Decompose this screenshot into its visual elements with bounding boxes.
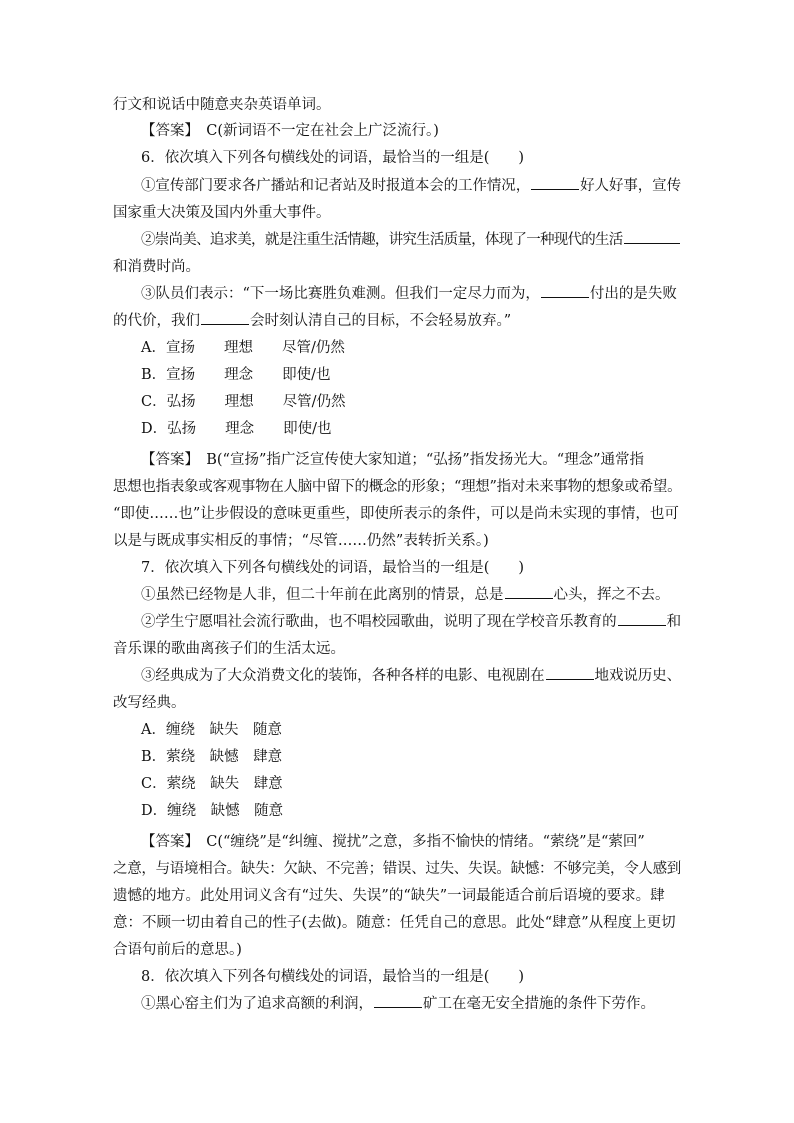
text-line: 思想也指表象或客观事物在人脑中留下的概念的形象；“理想”指对未来事物的想象或希望。 [113,479,682,495]
answer-line: 【答案】 B(“宣扬”指广泛宣传使大家知道；“弘扬”指发扬光大。“理念”通常指 [141,452,645,468]
option-c: C．弘扬 理想 尽管/仍然 [141,394,346,410]
text-line: 合语句前后的意思。) [113,942,242,958]
text-line: 的代价，我们 会时刻认清自己的目标，不会轻易放弃。” [113,313,512,329]
text-line: 遗憾的地方。此处用词义含有“过失、失误”的“缺失”一词最能适合前后语境的要求。肆 [113,888,665,904]
fill-blank [618,612,666,626]
fill-blank [201,311,249,325]
answer-line: 【答案】 C(“缠绕”是“纠缠、搅扰”之意，多指不愉快的情绪。“萦绕”是“萦回” [141,834,645,850]
option-d: D．缠绕 缺憾 随意 [141,803,284,819]
fill-blank [531,176,579,190]
text-line: ①虽然已经物是人非，但二十年前在此离别的情景，总是 心头，挥之不去。 [141,587,670,603]
fill-blank [374,994,422,1008]
option-c: C．萦绕 缺失 肆意 [141,776,283,792]
option-b: B．萦绕 缺憾 肆意 [141,749,283,765]
text-line: 之意，与语境相合。缺失：欠缺、不完善；错误、过失、失误。缺憾：不够完美，令人感到 [113,861,681,877]
text-line: “即使……也”让步假设的意味更重些，即使所表示的条件，可以是尚未实现的事情，也可 [113,506,679,522]
option-a: A．宣扬 理想 尽管/仍然 [141,340,345,356]
text-line: 意：不顾一切由着自己的性子(去做)。随意：任凭自己的意思。此处“肆意”从程度上更切 [113,915,676,931]
text-line: ②学生宁愿唱社会流行歌曲，也不唱校园歌曲，说明了现在学校音乐教育的 和 [141,614,682,630]
option-b: B．宣扬 理念 即使/也 [141,367,331,383]
fill-blank [546,666,594,680]
question-7-stem: 7．依次填入下列各句横线处的词语，最恰当的一组是( ) [141,560,525,576]
text-line: 音乐课的歌曲离孩子们的生活太远。 [113,641,345,657]
answer-line: 【答案】 C(新词语不一定在社会上广泛流行。) [141,123,439,139]
text-line: ①宣传部门要求各广播站和记者站及时报道本会的工作情况， 好人好事，宣传 [141,178,682,194]
text-line: 改写经典。 [113,695,186,711]
text-line: 行文和说话中随意夹杂英语单词。 [113,97,331,113]
fill-blank [505,585,553,599]
fill-blank [624,230,680,244]
text-line: 以是与既成事实相反的事情；“尽管……仍然”表转折关系。) [113,533,489,549]
option-d: D．弘扬 理念 即使/也 [141,421,332,437]
text-line: ②崇尚美、追求美，就是注重生活情趣，讲究生活质量，体现了一种现代的生活 [141,230,681,250]
fill-blank [541,284,589,298]
question-8-stem: 8．依次填入下列各句横线处的词语，最恰当的一组是( ) [141,969,525,985]
question-6-stem: 6．依次填入下列各句横线处的词语，最恰当的一组是( ) [141,150,525,166]
text-line: 国家重大决策及国内外重大事件。 [113,205,331,221]
text-line: 和消费时尚。 [113,259,200,275]
text-line: ③经典成为了大众消费文化的装饰，各种各样的电影、电视剧在 地戏说历史、 [141,668,682,684]
text-line: ①黑心窑主们为了追求高额的利润， 矿工在毫无安全措施的条件下劳作。 [141,996,655,1012]
option-a: A．缠绕 缺失 随意 [141,722,282,738]
text-line: ③队员们表示：“下一场比赛胜负难测。但我们一定尽力而为， 付出的是失败 [141,286,677,302]
